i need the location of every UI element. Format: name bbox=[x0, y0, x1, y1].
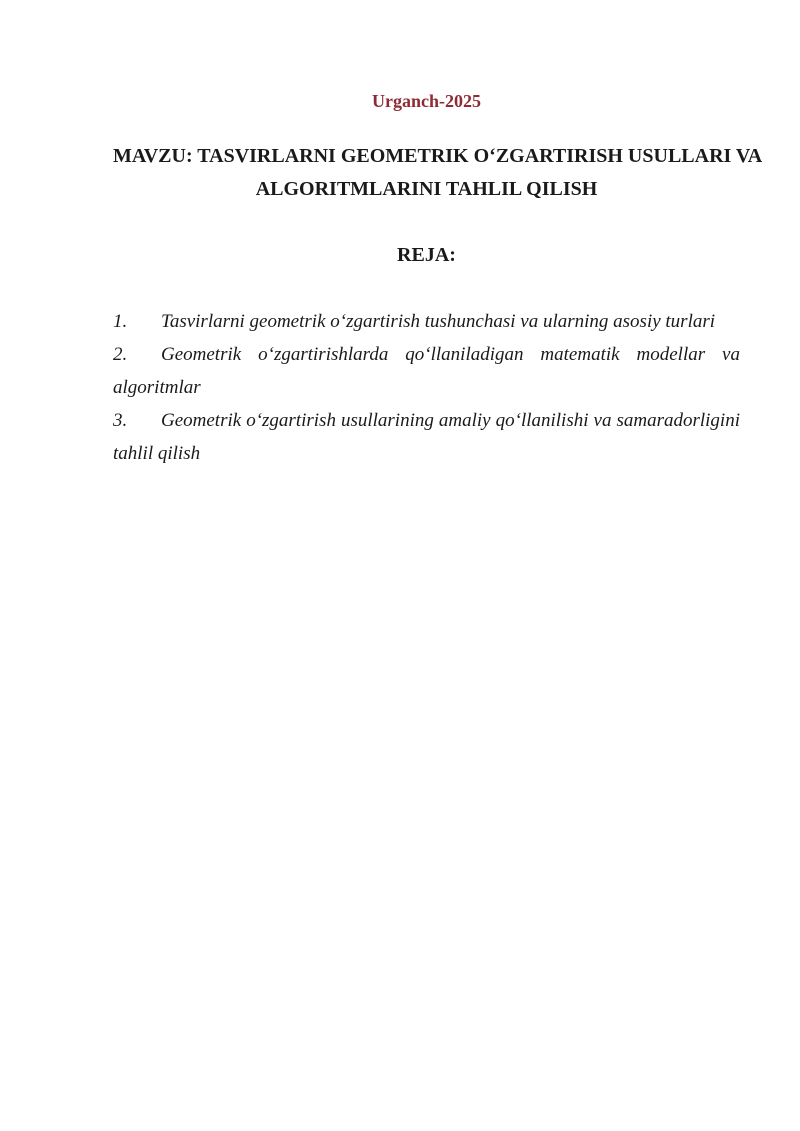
plan-item-2-line-2: algoritmlar bbox=[113, 377, 201, 398]
plan-heading: REJA: bbox=[397, 244, 456, 266]
plan-item-1-line-1 bbox=[113, 305, 740, 338]
plan-item-2 bbox=[113, 338, 740, 404]
document-title-line-2: ALGORITMLARINI TAHLIL QILISH bbox=[255, 178, 598, 200]
plan-list bbox=[113, 305, 740, 470]
plan-item-1 bbox=[113, 305, 740, 338]
plan-item-1-number: 1. bbox=[113, 311, 128, 332]
document-title bbox=[113, 140, 763, 206]
plan-item-3-line-1 bbox=[113, 404, 740, 437]
plan-item-3-text: Geometrik o‘zgartirish usullarining amaliy qo‘llanilishi va samaradorligini bbox=[161, 410, 740, 431]
plan-item-2-line-1 bbox=[113, 338, 740, 371]
plan-item-3-number: 3. bbox=[113, 410, 128, 431]
document-title-line-1: MAVZU: TASVIRLARNI GEOMETRIK O‘ZGARTIRISH USULLARI VA bbox=[113, 145, 763, 167]
plan-item-3 bbox=[113, 404, 740, 470]
plan-item-1-text: Tasvirlarni geometrik o‘zgartirish tushunchasi va ularning asosiy turlari bbox=[161, 311, 716, 332]
plan-item-3-line-2: tahlil qilish bbox=[113, 443, 201, 464]
date-line: Urganch-2025 bbox=[372, 91, 481, 111]
plan-item-2-number: 2. bbox=[113, 344, 128, 365]
plan-item-2-text: Geometrik o‘zgartirishlarda qo‘llaniladigan matematik modellar va bbox=[161, 344, 740, 365]
document-content bbox=[113, 0, 763, 470]
